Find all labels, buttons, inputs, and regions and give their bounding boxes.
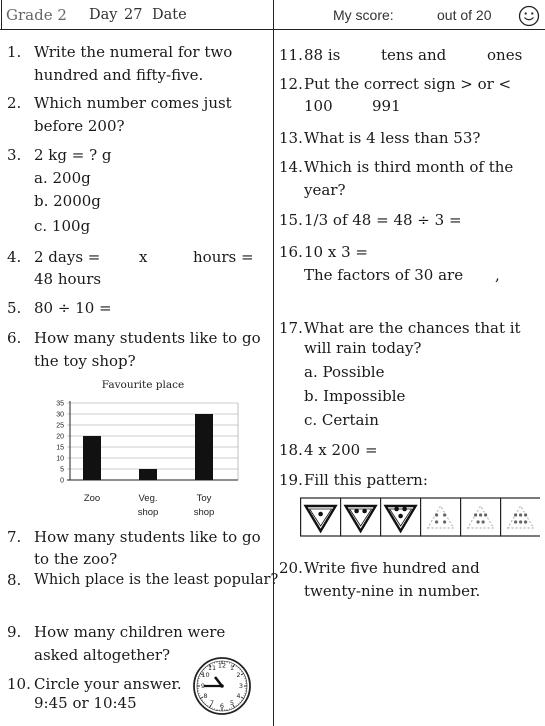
q6-text-line2: the toy shop? [34,352,136,370]
q4-text-part1: 2 days = [34,248,101,266]
q2-text-line2: before 200? [34,117,125,135]
q20-text-line2: twenty-nine in number. [304,582,481,600]
x-tick-label: Toy [196,493,212,504]
q9-text-line1: How many children were [34,623,226,641]
q20-number: 20. [279,559,303,577]
pattern-dot [477,520,480,523]
q7-number: 7. [7,528,22,546]
q4-text-part2: x [139,248,148,266]
q1-text-line2: hundred and fifty-five. [34,66,204,84]
pattern-dot [443,520,446,523]
q16-number: 16. [279,243,303,261]
q4-number: 4. [7,248,22,266]
header-date-label: Date [152,7,187,23]
svg-text:5: 5 [229,699,235,707]
y-tick-label: 20 [56,433,64,441]
chart-title: Favourite place [101,379,185,391]
q8-number: 8. [7,571,22,589]
q7-text-line2: to the zoo? [34,550,118,568]
q19-text: Fill this pattern: [304,471,428,489]
pattern-dot [514,513,517,516]
q2-number: 2. [7,94,22,112]
bar-veg-shop [139,469,157,480]
q6-number: 6. [7,329,22,347]
q18-number: 18. [279,441,303,459]
svg-text:8: 8 [203,692,208,700]
clock-icon [191,655,253,717]
q3-number: 3. [7,146,22,164]
q7-text-line1: How many students like to go [34,528,261,546]
header-score-label: My score: [333,7,394,23]
q20-text-line1: Write five hundred and [304,559,480,577]
q13-number: 13. [279,129,303,147]
y-tick-label: 0 [60,477,64,485]
svg-text:6: 6 [219,702,225,710]
pattern-dot [479,513,482,516]
pattern-dot [398,514,403,519]
svg-text:9: 9 [200,682,206,690]
x-tick-label: Veg. [138,493,158,504]
svg-text:1: 1 [229,664,235,672]
q8-text: Which place is the least popular? [34,572,279,588]
q10-text-line1: Circle your answer. [34,675,182,693]
q16-text-line2: The factors of 30 are [304,266,464,284]
q11-number: 11. [279,46,303,64]
chart-y-ticks [56,401,64,485]
q14-number: 14. [279,158,303,176]
q13-text: What is 4 less than 53? [304,129,481,147]
bar-toy-shop [195,414,213,480]
pattern-dot [435,513,438,516]
triangle-pattern [300,496,540,538]
pattern-cell [501,498,540,536]
q11-text-part2: tens and [381,46,447,64]
q10-number: 10. [7,675,31,693]
q17-text-line1: What are the chances that it [304,319,521,337]
pattern-dot [354,509,359,514]
q14-text-line1: Which is third month of the [304,158,514,176]
q3-option-a: a. 200g [34,169,91,187]
pattern-dot [514,520,517,523]
pattern-dot [484,513,487,516]
q17-number: 17. [279,319,303,337]
y-tick-label: 35 [56,400,64,408]
pattern-dot [474,513,477,516]
q17-option-c: c. Certain [304,411,379,429]
y-tick-label: 25 [56,422,64,430]
pattern-dot [482,520,485,523]
q12-value-b: 991 [372,97,401,115]
q19-number: 19. [279,471,303,489]
q17-option-b: b. Impossible [304,387,406,405]
q2-text-line1: Which number comes just [34,94,232,112]
svg-text:11: 11 [207,664,217,672]
q3-option-c: c. 100g [34,217,91,235]
svg-text:3: 3 [238,682,244,690]
q9-number: 9. [7,623,22,641]
x-tick-label: shop [137,507,159,518]
header-day-label: Day [89,7,118,23]
q15-text: 1/3 of 48 = 48 ÷ 3 = [304,211,462,229]
pattern-dot [318,512,323,517]
svg-text:2: 2 [236,671,241,679]
pattern-dot [519,520,522,523]
bar-zoo [83,436,101,480]
favourite-place-chart [40,376,250,524]
q11-text-part3: ones [487,46,523,64]
header-out-of: out of 20 [437,7,492,23]
pattern-dot [443,513,446,516]
pattern-dot [524,520,527,523]
pattern-dot [524,513,527,516]
q18-text: 4 x 200 = [304,441,378,459]
y-tick-label: 30 [56,411,64,419]
q9-text-line2: asked altogether? [34,646,171,664]
pattern-dot [519,513,522,516]
y-tick-label: 5 [60,466,64,474]
smiley-icon [518,5,540,27]
header-grade: Grade 2 [6,6,67,24]
chart-x-labels [84,493,214,518]
q14-text-line2: year? [304,181,346,199]
q15-number: 15. [279,211,303,229]
q12-number: 12. [279,75,303,93]
svg-text:12: 12 [217,661,227,670]
y-tick-label: 10 [56,455,64,463]
svg-text:4: 4 [236,692,241,700]
q11-text-part1: 88 is [304,46,341,64]
pattern-dot [435,520,438,523]
q6-text-line1: How many students like to go [34,329,261,347]
q3-text-line1: 2 kg = ? g [34,146,112,164]
q16-comma: , [495,266,500,284]
q12-text-line1: Put the correct sign > or < [304,75,512,93]
y-tick-label: 15 [56,444,64,452]
svg-text:10: 10 [201,671,210,679]
pattern-dot [362,509,367,514]
q10-text-line2: 9:45 or 10:45 [34,694,137,712]
header-divider-left [1,0,2,30]
pattern-cell [461,498,501,536]
q5-number: 5. [7,299,22,317]
svg-text:7: 7 [209,699,215,707]
column-divider [273,0,274,726]
q5-text: 80 ÷ 10 = [34,299,112,317]
pattern-cell [421,498,461,536]
q4-text-part3: hours = [193,248,254,266]
header-day-number: 27 [124,7,143,23]
q1-number: 1. [7,43,22,61]
q12-value-a: 100 [304,97,333,115]
x-tick-label: shop [193,507,215,518]
pattern-dot [394,507,399,512]
q1-text-line1: Write the numeral for two [34,43,233,61]
q4-text-line2: 48 hours [34,270,102,288]
q3-option-b: b. 2000g [34,192,101,210]
q17-text-line2: will rain today? [304,339,422,357]
q16-text-line1: 10 x 3 = [304,243,368,261]
x-tick-label: Zoo [83,493,101,504]
pattern-dot [402,507,407,512]
q17-option-a: a. Possible [304,363,385,381]
